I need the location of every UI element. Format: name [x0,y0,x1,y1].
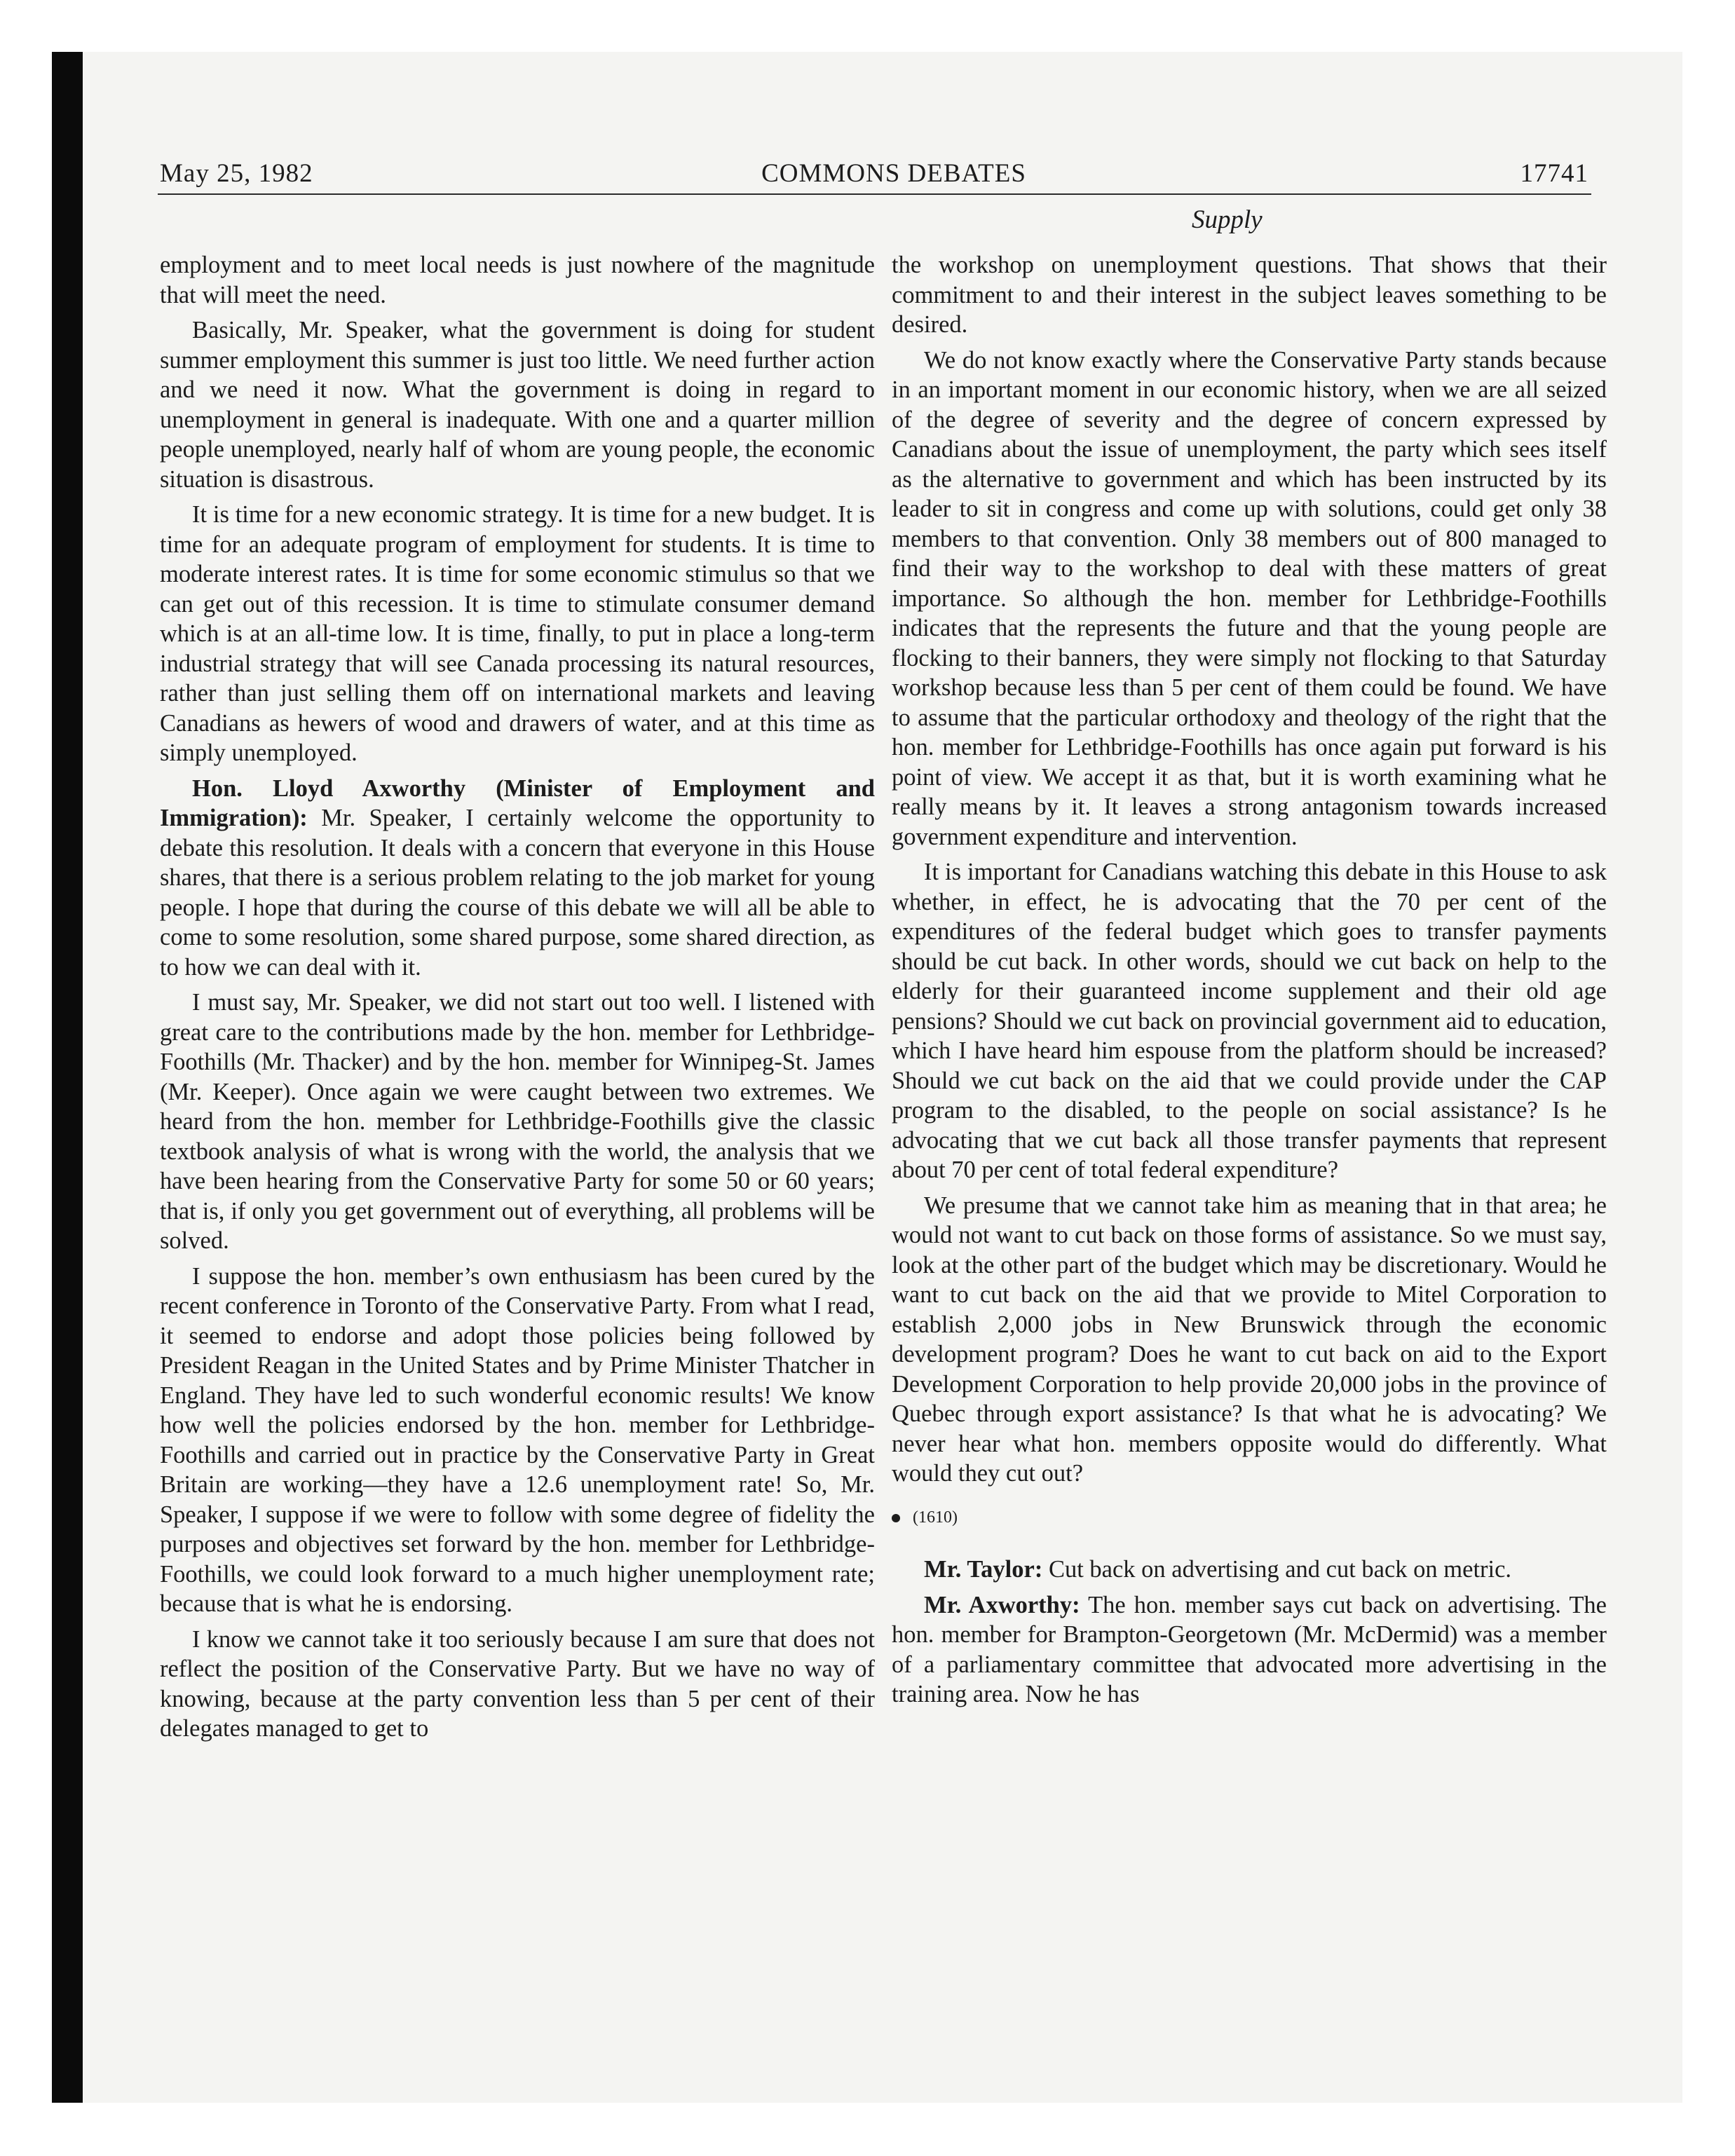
right-column [892,250,1607,1715]
header-title: COMMONS DEBATES [761,159,1026,188]
paragraph: I know we cannot take it too seriously because I am sure that does not reflect the position of the Conservative Party. But we have no way of knowing, because at the party convention less than 5 per cent of their delegates managed to get to [160,1625,875,1742]
speech-paragraph [892,1590,1607,1710]
speaker-name: Mr. Axworthy: [924,1591,1080,1618]
speech-text: Mr. Speaker, I certainly welcome the opportunity to debate this resolution. It deals with a concern that everyone in this House shares, that there is a serious problem relating to the job market for young people. I hope that during the course of this debate we will all be able to come to some resolution, some shared purpose, some shared direction, as to how we can deal with it. [160,805,875,981]
header-date: May 25, 1982 [160,159,313,188]
speaker-name: Hon. Lloyd Axworthy (Minister of Employment and Immigration): [160,775,875,831]
paragraph: We do not know exactly where the Conservative Party stands because in an important moment in our economic history, when we are all seized of the degree of severity and the degree of concern expressed by Canadians about the issue of unemployment, the party which sees itself as the alternative to government and which has been instructed by its leader to sit in congress and come up with solutions, could get only 38 members to that convention. Only 38 members out of 800 managed to find their way to the workshop to deal with these matters of great importance. So although the hon. member for Lethbridge-Foothills indicates that the represents the future and that the young people are flocking to their banners, they were simply not flocking to that Saturday workshop because less than 5 per cent of them could be found. We have to assume that the particular orthodoxy and theology of the right that the hon. member for Lethbridge-Foothills has once again put forward is his point of view. We accept it as that, but it is worth examining what he really means by it. It leaves a strong antagonism towards increased government expenditure and intervention. [892,346,1607,850]
bullet-dot-icon [892,1514,900,1522]
section-title: Supply [1192,205,1263,234]
left-column [160,250,875,1749]
scan-edge-bar [52,52,83,2103]
speech-text: The hon. member says cut back on advertising. The hon. member for Brampton-Georgetown (Mr. McDermid) was a member of a parliamentary committee that advocated more advertising in the training area. Now he has [892,1591,1607,1707]
speech-paragraph [892,1555,1607,1585]
paragraph: We presume that we cannot take him as meaning that in that area; he would not want to cut back on those forms of assistance. So we must say, look at the other part of the budget which may be discretionary. Would he want to cut back on the aid that we provide to Mitel Corporation to establish 2,000 jobs in New Brunswick through the economic development program? Does he want to cut back on aid to the Export Development Corporation to help provide 20,000 jobs in the province of Quebec through export assistance? Is that what he is advocating? We never hear what hon. members opposite would do differently. What would they cut out? [892,1192,1607,1487]
paragraph: I suppose the hon. member’s own enthusiasm has been cured by the recent conference in Toronto of the Conservative Party. From what I read, it seemed to endorse and adopt those policies being followed by President Reagan in the United States and by Prime Minister Thatcher in England. They have led to such wonderful economic results! We know how well the policies endorsed by the hon. member for Lethbridge-Foothills and carried out in practice by the Conservative Party in Great Britain are working—they have a 12.6 unemployment rate! So, Mr. Speaker, I suppose if we were to follow with some degree of fidelity the purposes and objectives set forward by the hon. member for Lethbridge-Foothills, we could look forward to a much higher unemployment rate; because that is what he is endorsing. [160,1262,875,1617]
time-marker [892,1503,1607,1533]
paragraph: It is important for Canadians watching this debate in this House to ask whether, in effect, he is advocating that the 70 per cent of the expenditures of the federal budget which goes to transfer payments should be cut back. In other words, should we cut back on help to the elderly for their guaranteed income supplement and their old age pensions? Should we cut back on provincial government aid to education, which I have heard him espouse from the platform should be increased? Should we cut back on the aid that we could provide under the CAP program to the disabled, to the people on social assistance? Is he advocating that we cut back all those transfer payments that represent about 70 per cent of total federal expenditure? [892,859,1607,1183]
paragraph: I must say, Mr. Speaker, we did not start out too well. I listened with great care to the contributions made by the hon. member for Lethbridge-Foothills (Mr. Thacker) and by the hon. member for Winnipeg-St. James (Mr. Keeper). Once again we were caught between two extremes. We heard from the hon. member for Lethbridge-Foothills give the classic textbook analysis of what is wrong with the world, the analysis that we have been hearing from the Conservative Party for some 50 or 60 years; that is, if only you get government out of everything, all problems will be solved. [160,989,875,1254]
speaker-name: Mr. Taylor: [924,1556,1043,1583]
header-page-number: 17741 [1520,159,1588,188]
header-rule [158,193,1591,195]
speech-paragraph [160,774,875,983]
paragraph: employment and to meet local needs is just nowhere of the magnitude that will meet the need. [160,252,875,308]
speech-text: Cut back on advertising and cut back on metric. [1042,1556,1512,1583]
paragraph: the workshop on unemployment questions. That shows that their commitment to and their interest in the subject leaves something to be desired. [892,252,1607,338]
paragraph: Basically, Mr. Speaker, what the government is doing for student summer employment this summer is just too little. We need further action and we need it now. What the government is doing in regard to unemployment in general is inadequate. With one and a quarter million people unemployed, nearly half of whom are young people, the economic situation is disastrous. [160,317,875,493]
time-marker-text: (1610) [913,1508,958,1527]
paragraph: It is time for a new economic strategy. It is time for a new budget. It is time for an adequate program of employment for students. It is time to moderate interest rates. It is time for some economic stimulus so that we can get out of this recession. It is time to stimulate consumer demand which is at an all-time low. It is time, finally, to put in place a long-term industrial strategy that will see Canada processing its natural resources, rather than just selling them off on international markets and leaving Canadians as hewers of wood and drawers of water, and at this time as simply unemployed. [160,501,875,766]
